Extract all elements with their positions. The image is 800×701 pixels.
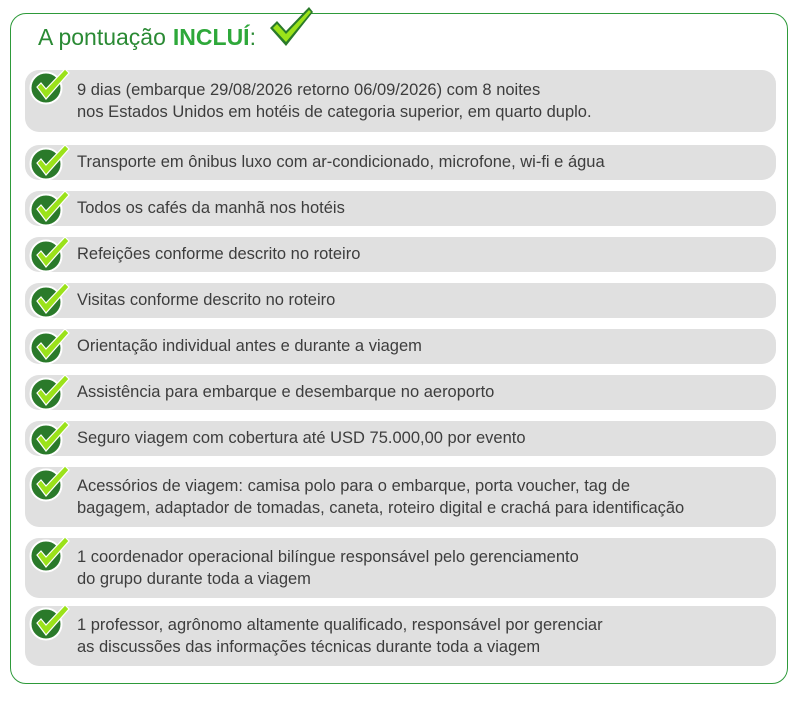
list-item <box>25 191 776 226</box>
checkmark-icon <box>27 326 73 366</box>
item-text: Transporte em ônibus luxo com ar-condicionado, microfone, wi-fi e água <box>77 153 605 171</box>
item-text: Visitas conforme descrito no roteiro <box>77 291 336 309</box>
list-item <box>25 70 776 132</box>
checkmark-icon <box>27 188 73 228</box>
item-text: 1 coordenador operacional bilíngue responsável pelo gerenciamento do grupo durante toda a viagem <box>77 548 579 588</box>
item-text: Orientação individual antes e durante a viagem <box>77 337 422 355</box>
checkmark-icon <box>27 66 73 106</box>
item-text: 9 dias (embarque 29/08/2026 retorno 06/09/2026) com 8 noites nos Estados Unidos em hotéis de categoria superior, em quarto duplo. <box>77 81 592 121</box>
checkmark-icon <box>27 602 73 642</box>
list-item <box>25 237 776 272</box>
section-heading <box>38 22 256 52</box>
list-item <box>25 145 776 180</box>
item-text: Assistência para embarque e desembarque no aeroporto <box>77 383 495 401</box>
heading-emphasis: INCLUÍ <box>172 23 250 50</box>
checkmark-icon <box>27 418 73 458</box>
checkmark-icon <box>27 463 73 503</box>
list-item <box>25 538 776 598</box>
list-item <box>25 467 776 527</box>
item-text: 1 professor, agrônomo altamente qualificado, responsável por gerenciar as discussões das informações técnicas durante toda a viagem <box>77 616 603 656</box>
item-text: Seguro viagem com cobertura até USD 75.000,00 por evento <box>77 429 526 447</box>
checkmark-icon <box>27 234 73 274</box>
item-text: Todos os cafés da manhã nos hotéis <box>77 199 345 217</box>
item-text: Refeições conforme descrito no roteiro <box>77 245 361 263</box>
heading-prefix: A pontuação <box>38 23 166 50</box>
list-item <box>25 606 776 666</box>
list-item <box>25 375 776 410</box>
checkmark-icon <box>27 142 73 182</box>
list-item <box>25 421 776 456</box>
item-text: Acessórios de viagem: camisa polo para o embarque, porta voucher, tag de bagagem, adaptador de tomadas, caneta, roteiro digital e crachá para identificação <box>77 477 685 517</box>
heading-colon: : <box>249 23 256 50</box>
list-item <box>25 283 776 318</box>
heading-checkmark-icon <box>267 4 315 50</box>
checkmark-icon <box>27 280 73 320</box>
checkmark-icon <box>27 372 73 412</box>
list-item <box>25 329 776 364</box>
checkmark-icon <box>27 534 73 574</box>
